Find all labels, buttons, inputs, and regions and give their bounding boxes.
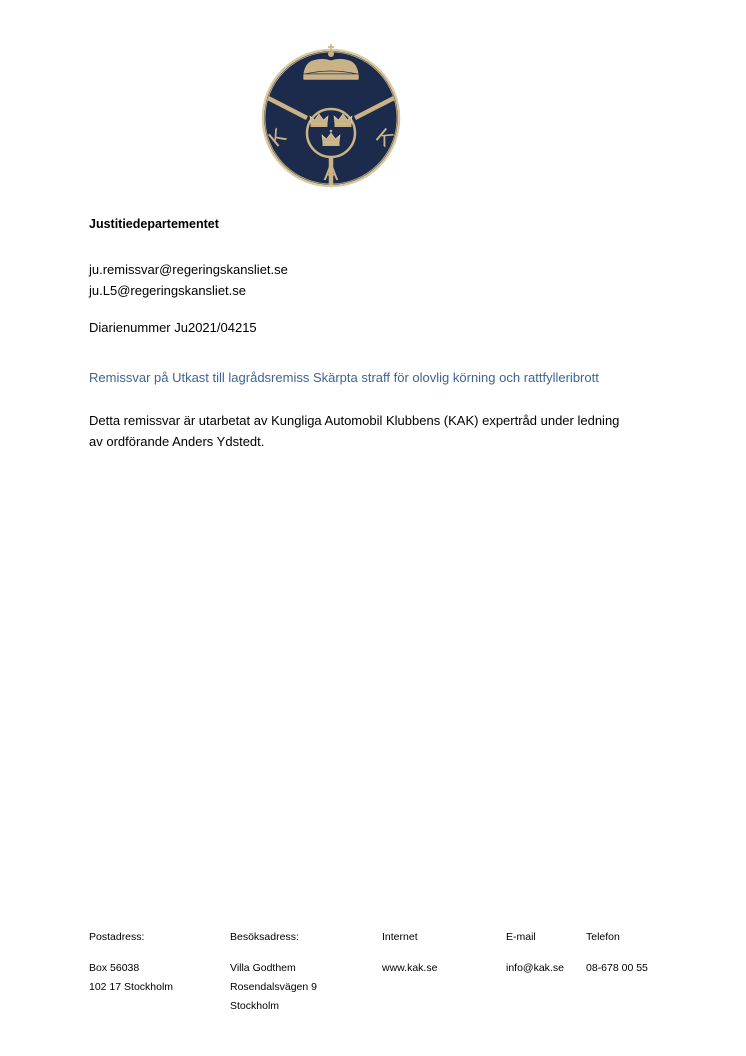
kak-logo bbox=[260, 38, 402, 188]
svg-text:K: K bbox=[263, 122, 291, 152]
footer-value: 102 17 Stockholm bbox=[89, 981, 174, 993]
footer-value: Rosendalsvägen 9 bbox=[230, 981, 317, 993]
body-line: Detta remissvar är utarbetat av Kungliga Automobil Klubbens (KAK) expertråd under ledning bbox=[89, 413, 620, 428]
body-paragraph bbox=[89, 410, 669, 452]
svg-text:K: K bbox=[371, 122, 399, 152]
crown-icon bbox=[303, 44, 359, 80]
footer-label: Internet bbox=[382, 931, 418, 943]
footer-label: Besöksadress: bbox=[230, 931, 299, 943]
footer-telefon bbox=[586, 928, 648, 978]
footer-email bbox=[506, 928, 564, 978]
footer-value: Box 56038 bbox=[89, 962, 140, 974]
subject-line: Remissvar på Utkast till lagrådsremiss Skärpta straff för olovlig körning och rattfylleribrott bbox=[89, 370, 599, 385]
email-list bbox=[89, 259, 288, 301]
footer-besoksadress bbox=[230, 928, 317, 1016]
recipient-heading: Justitiedepartementet bbox=[89, 217, 219, 231]
phone-number: 08-678 00 55 bbox=[586, 962, 648, 974]
email-address[interactable]: ju.remissvar@regeringskansliet.se bbox=[89, 262, 288, 277]
website-link[interactable]: www.kak.se bbox=[382, 962, 438, 974]
footer-label: Postadress: bbox=[89, 931, 145, 943]
email-address[interactable]: ju.L5@regeringskansliet.se bbox=[89, 283, 247, 298]
footer-internet bbox=[382, 928, 437, 978]
email-link[interactable]: info@kak.se bbox=[506, 962, 564, 974]
diarienummer: Diarienummer Ju2021/04215 bbox=[89, 320, 257, 335]
footer-postadress bbox=[89, 928, 173, 997]
svg-text:A: A bbox=[323, 160, 339, 185]
body-line: av ordförande Anders Ydstedt. bbox=[89, 434, 265, 449]
footer-value: Villa Godthem bbox=[230, 962, 296, 974]
footer-label: E-mail bbox=[506, 931, 536, 943]
footer-value: Stockholm bbox=[230, 1000, 280, 1012]
footer-label: Telefon bbox=[586, 931, 620, 943]
